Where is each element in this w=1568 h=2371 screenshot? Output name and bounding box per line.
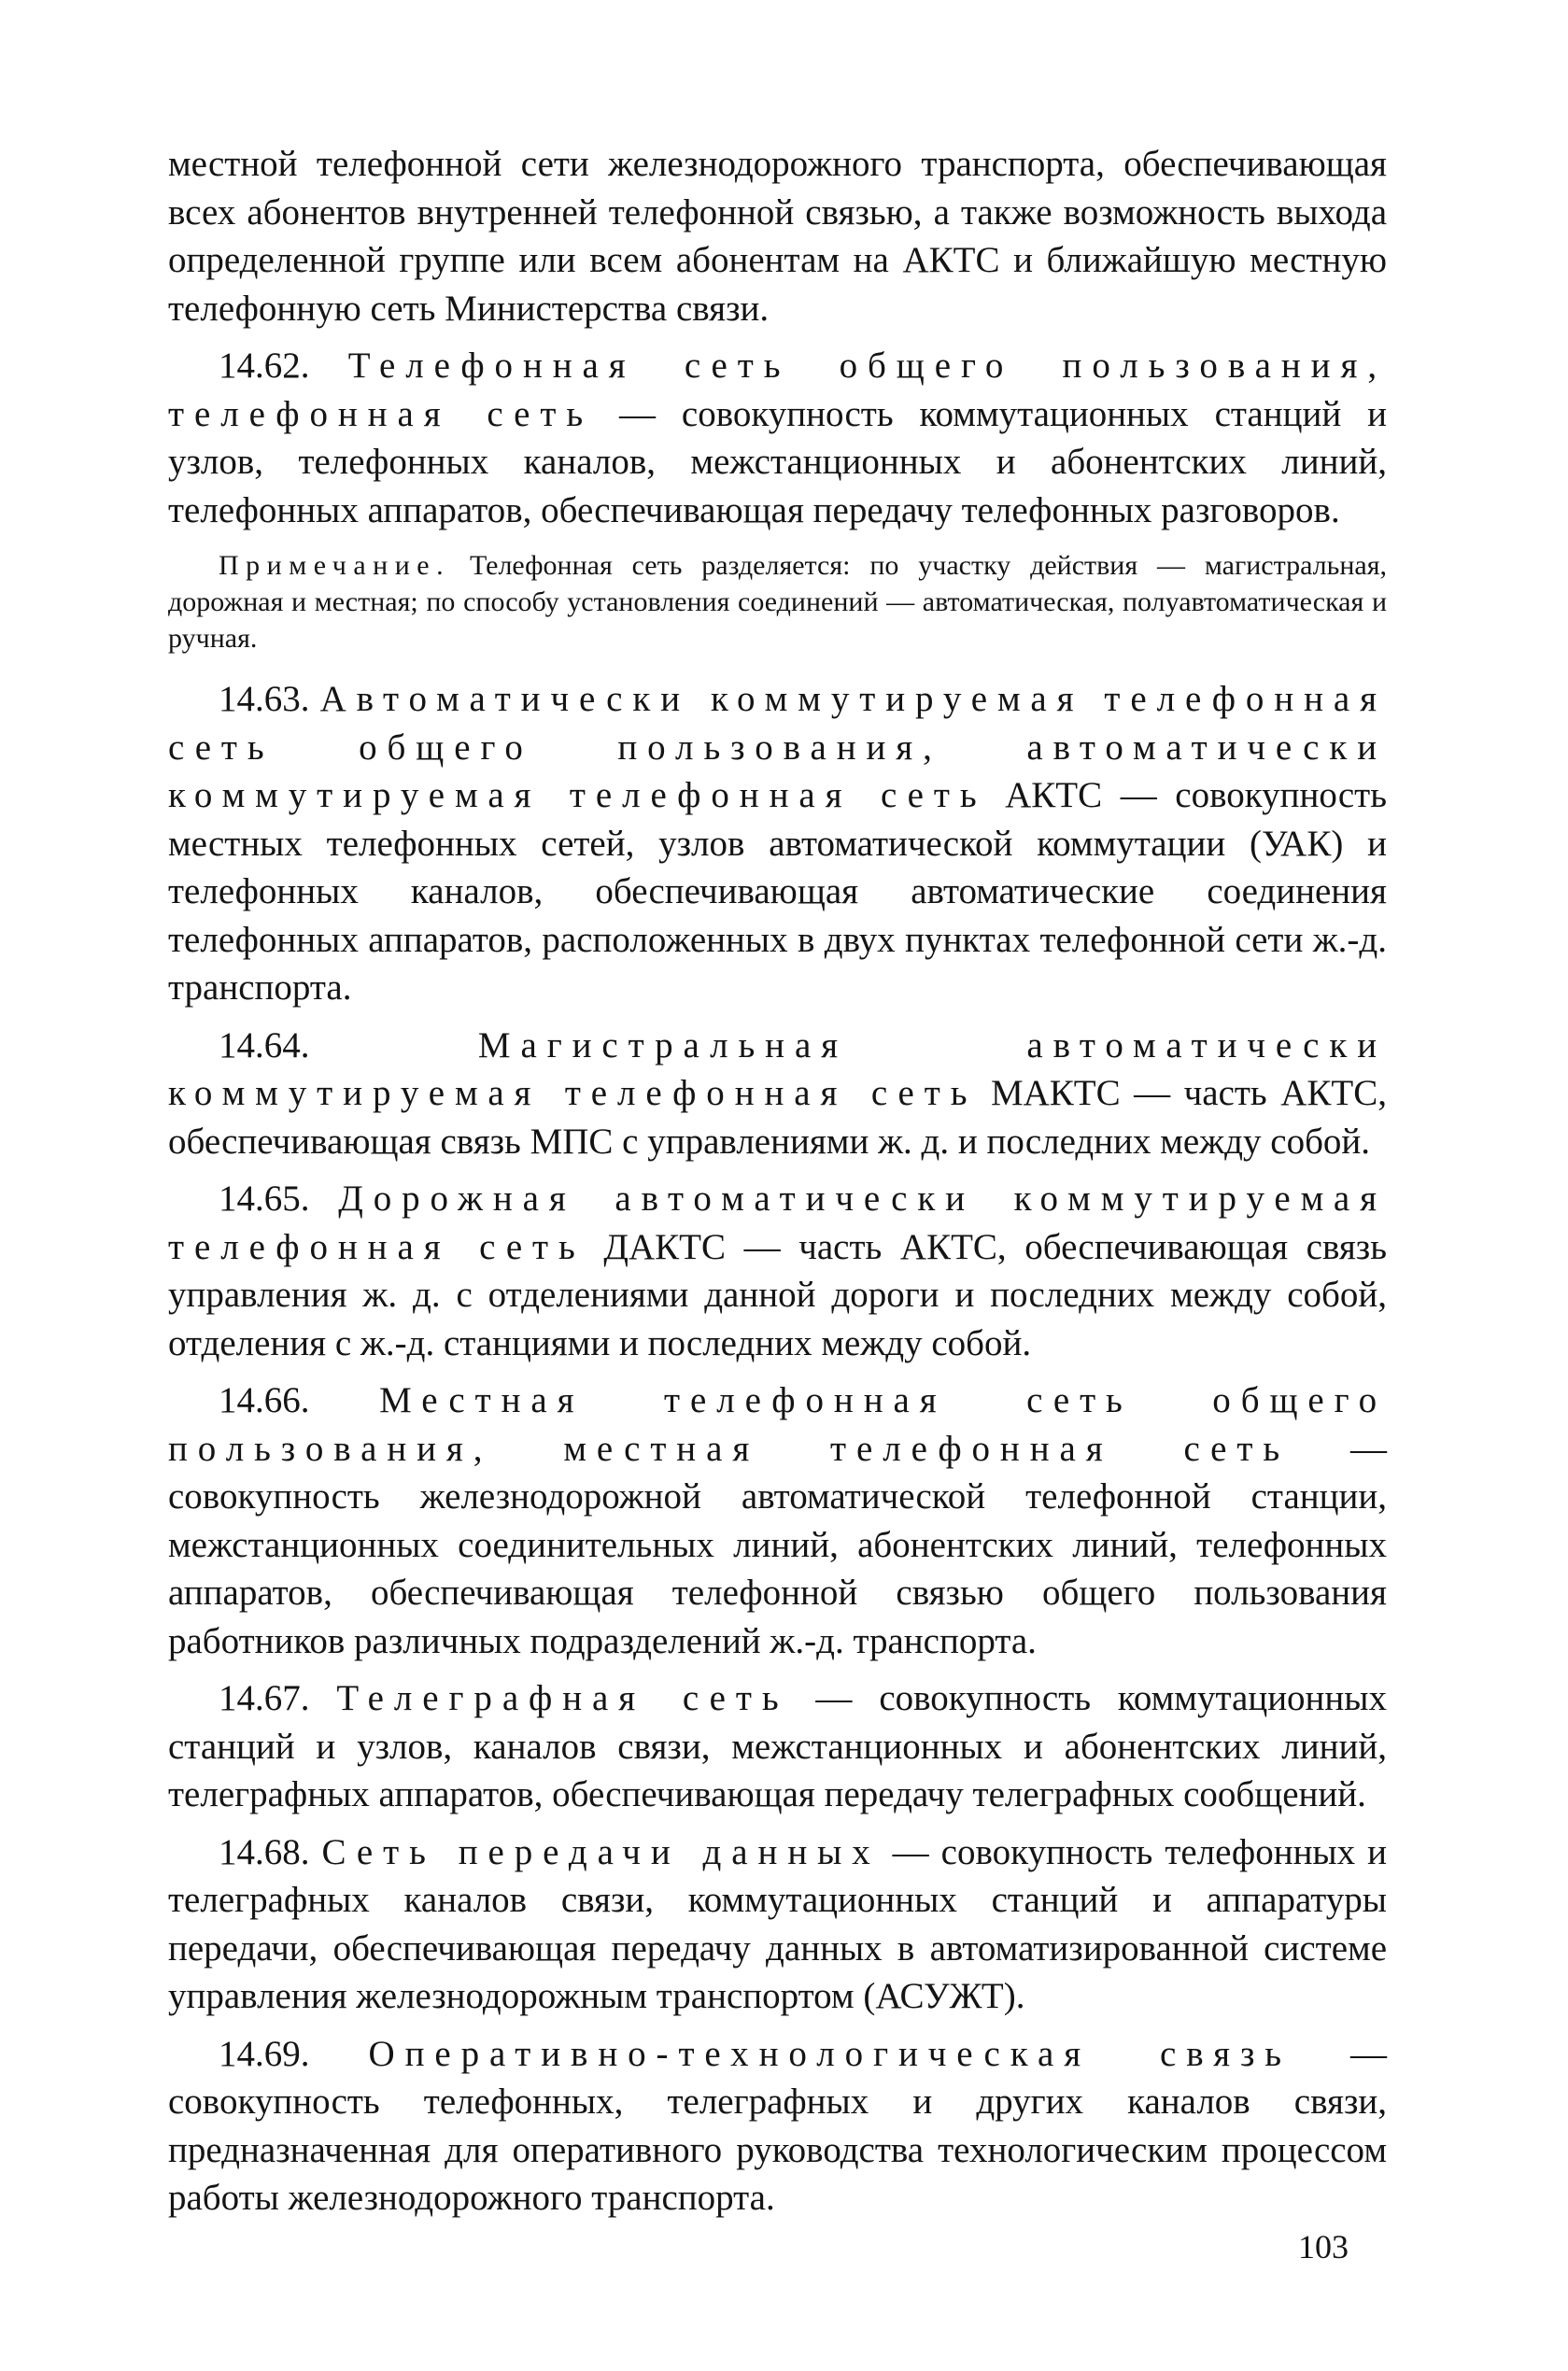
note-text: Телефонная сеть разделяется: по участку действия — магистральная, дорожная и местная; по способу установления соединений — автоматическая, полуавтоматическая и ручная. [168, 550, 1387, 654]
entry-definition: — совокупность телефонных, телеграфных и других каналов связи, предназначенная для оперативного руководства технологическим процессом работы железнодорожного транспорта. [168, 2033, 1387, 2218]
entry-term: Телеграфная сеть [336, 1678, 789, 1718]
entry-number: 14.69. [219, 2033, 310, 2074]
entry-term: Сеть передачи данных [321, 1831, 881, 1872]
note-paragraph [168, 547, 1387, 656]
entry-term: Магистральная автоматически коммутируемая телефонная сеть [168, 1024, 1387, 1113]
entry-14-67 [168, 1674, 1387, 1819]
entry-number: 14.68. [219, 1831, 310, 1872]
entry-definition: ДАКТС — часть АКТС, обеспечивающая связь управления ж. д. с отделениями данной дороги и последних между собой, отделения с ж.-д. станциями и последних между собой. [168, 1226, 1387, 1363]
intro-paragraph: местной телефонной сети железнодорожного транспорта, обеспечивающая всех абонентов внутренней телефонной связью, а также возможность выхода определенной группе или всем абонентам на АКТС и ближайшую местную телефонную сеть Министерства связи. [168, 144, 1387, 329]
entry-definition: АКТС — совокупность местных телефонных сетей, узлов автоматической коммутации (УАК) и телефонных каналов, обеспечивающая автоматические соединения телефонных аппаратов, расположенных в двух пунктах телефонной сети ж.-д. транспорта. [168, 775, 1387, 1008]
entry-number: 14.63. [219, 679, 310, 719]
entry-definition: МАКТС — часть АКТС, обеспечивающая связь МПС с управлениями ж. д. и последних между собой. [168, 1073, 1387, 1162]
page-number: 103 [1298, 2228, 1349, 2265]
entry-term: Дорожная автоматически коммутируемая телефонная сеть [168, 1178, 1388, 1267]
entry-14-64 [168, 1022, 1387, 1166]
entry-14-63 [168, 675, 1387, 1012]
entry-definition: — совокупность железнодорожной автоматической телефонной станции, межстанционных соединительных линий, абонентских линий, телефонных аппаратов, обеспечивающая телефонной связью общего пользования работников различных подразделений ж.-д. транспорта. [168, 1428, 1388, 1661]
entry-number: 14.67. [219, 1678, 310, 1718]
entry-number: 14.66. [219, 1380, 310, 1420]
entry-number: 14.65. [219, 1178, 310, 1219]
entry-term: Местная телефонная сеть общего пользования, местная телефонная сеть [168, 1380, 1388, 1469]
entry-definition: — совокупность телефонных и телеграфных каналов связи, коммутационных станций и аппаратуры передачи, обеспечивающая передачу данных в автоматизированной системе управления железнодорожным транспортом (АСУЖТ). [168, 1831, 1387, 2016]
entry-term: Телефонная сеть общего пользования, телефонная сеть [168, 346, 1388, 434]
entry-number: 14.64. [219, 1024, 310, 1066]
note-label: Примечание. [219, 550, 451, 581]
entry-term: Автоматически коммутируемая телефонная сеть общего пользования, автоматически коммутируемая телефонная сеть [168, 679, 1387, 815]
entry-definition: — совокупность коммутационных станций и узлов, каналов связи, межстанционных и абонентских линий, телеграфных аппаратов, обеспечивающая передачу телеграфных сообщений. [168, 1678, 1388, 1814]
entry-14-65 [168, 1175, 1387, 1367]
entry-number: 14.62. [219, 346, 310, 386]
entry-definition: — совокупность коммутационных станций и узлов, телефонных каналов, межстанционных и абонентских линий, телефонных аппаратов, обеспечивающая передачу телефонных разговоров. [168, 393, 1387, 530]
entry-14-62 [168, 342, 1387, 534]
entry-term: Оперативно-технологическая связь [368, 2033, 1292, 2074]
entry-14-68 [168, 1828, 1387, 2021]
document-page [168, 140, 1387, 2223]
entry-14-66 [168, 1376, 1387, 1665]
entry-14-69 [168, 2030, 1387, 2223]
